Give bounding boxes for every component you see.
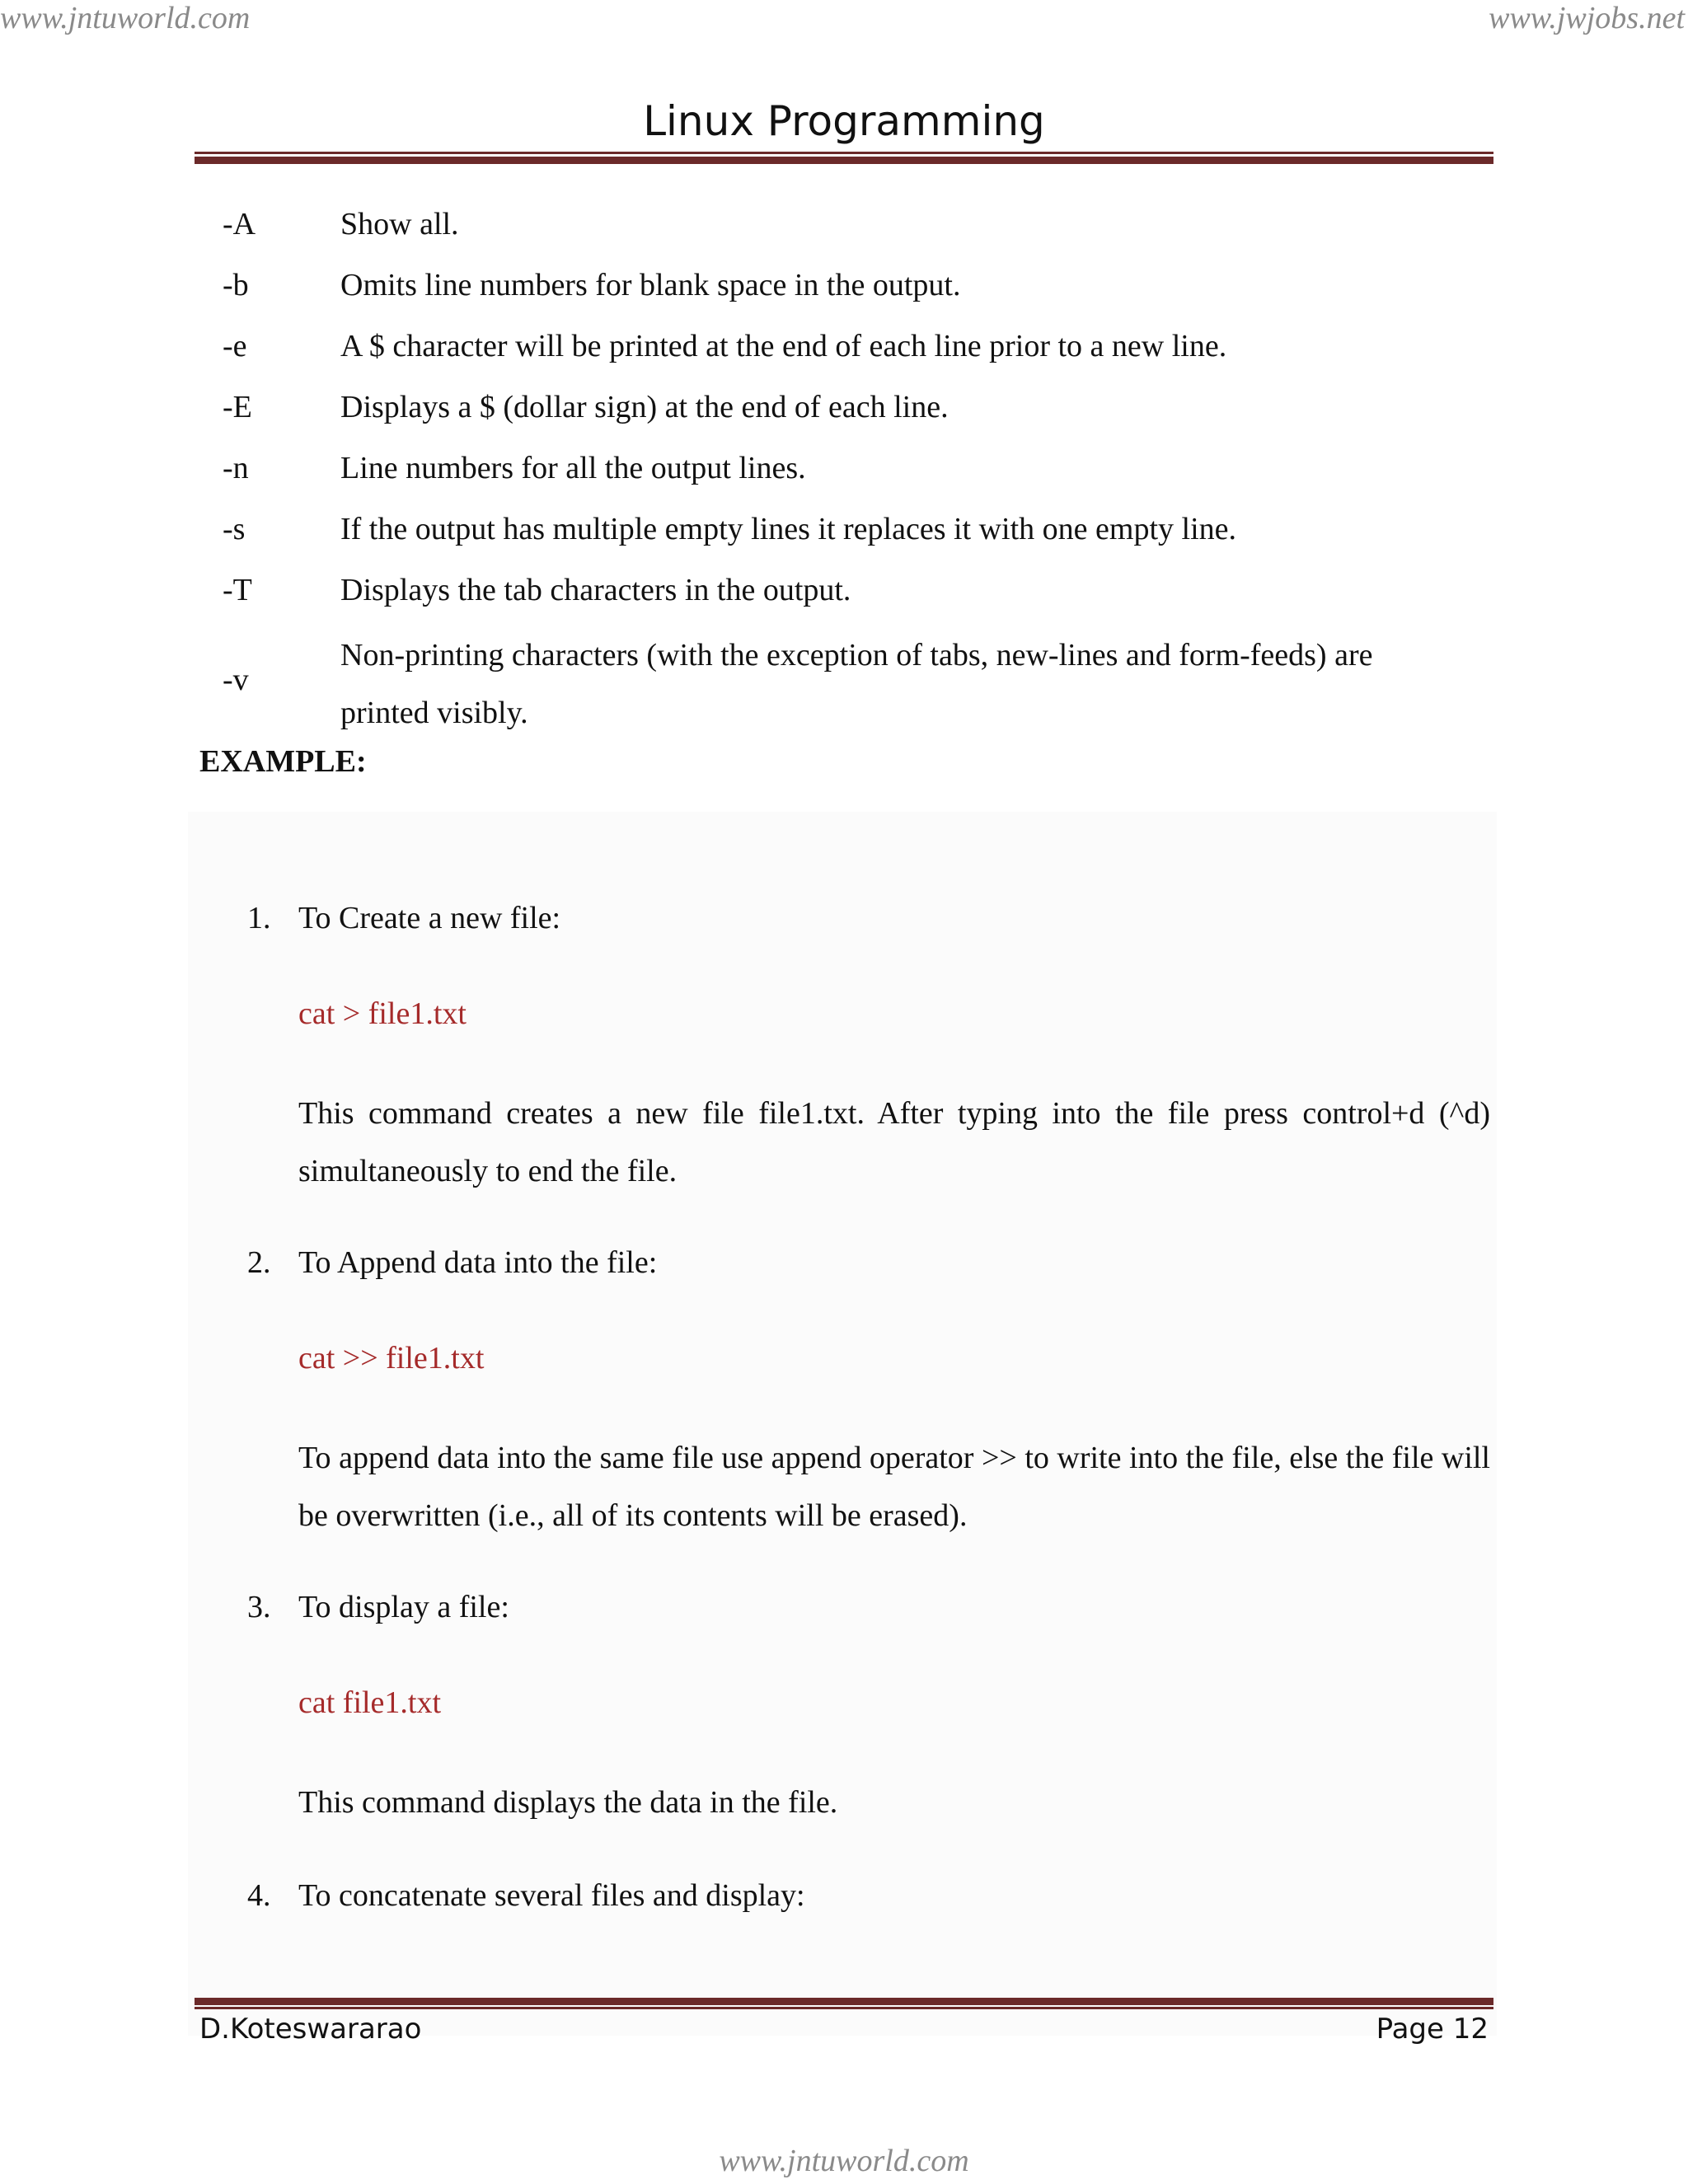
- option-description: Displays the tab characters in the output.: [340, 573, 851, 607]
- list-item-number: 3.: [247, 1590, 271, 1624]
- option-flag: -b: [223, 268, 249, 302]
- footer-rule-thick: [195, 1998, 1493, 2005]
- list-item-title: To Create a new file:: [298, 901, 561, 935]
- option-description: Show all.: [340, 207, 459, 241]
- header-rule-thick: [195, 157, 1493, 164]
- list-item-title: To display a file:: [298, 1590, 509, 1624]
- list-item-title: To concatenate several files and display:: [298, 1878, 805, 1913]
- list-item-title: To Append data into the file:: [298, 1245, 658, 1280]
- option-flag: -E: [223, 390, 252, 424]
- page-header-title: Linux Programming: [643, 97, 1045, 145]
- option-description: Displays a $ (dollar sign) at the end of each line.: [340, 390, 949, 424]
- option-flag: -v: [223, 663, 249, 697]
- command-text: cat > file1.txt: [298, 996, 467, 1031]
- description-paragraph: To append data into the same file use append operator >> to write into the file, else the file will be overwritten (i.e., all of its contents will be erased).: [298, 1441, 1490, 1533]
- header-rule-thin: [195, 152, 1493, 154]
- watermark-top-left: www.jntuworld.com: [0, 1, 251, 35]
- example-heading: EXAMPLE:: [199, 744, 367, 779]
- option-flag: -A: [223, 207, 256, 241]
- command-text: cat file1.txt: [298, 1685, 442, 1720]
- option-description: Omits line numbers for blank space in the output.: [340, 268, 961, 302]
- option-description: Non-printing characters (with the exception of tabs, new-lines and form-feeds) are printed visibly.: [340, 638, 1373, 730]
- watermark-top-right: www.jwjobs.net: [1489, 1, 1685, 35]
- option-flag: -e: [223, 329, 247, 363]
- option-flag: -n: [223, 451, 249, 485]
- watermark-bottom: www.jntuworld.com: [719, 2144, 969, 2178]
- description-paragraph: This command creates a new file file1.txt. After typing into the file press control+d (^d) simultaneously to end the file.: [298, 1096, 1490, 1188]
- list-item-number: 2.: [247, 1245, 271, 1280]
- option-flag: -s: [223, 512, 246, 546]
- footer-page-number: Page 12: [1376, 2013, 1489, 2046]
- option-flag: -T: [223, 573, 252, 607]
- list-item-number: 1.: [247, 901, 271, 935]
- description-paragraph: This command displays the data in the file.: [298, 1785, 838, 1820]
- option-description: A $ character will be printed at the end of each line prior to a new line.: [340, 329, 1227, 363]
- list-item-number: 4.: [247, 1878, 271, 1913]
- footer-rule-thin: [195, 2007, 1493, 2009]
- option-description: If the output has multiple empty lines it replaces it with one empty line.: [340, 512, 1236, 546]
- command-text: cat >> file1.txt: [298, 1341, 485, 1376]
- footer-author: D.Koteswararao: [199, 2013, 422, 2046]
- option-description: Line numbers for all the output lines.: [340, 451, 806, 485]
